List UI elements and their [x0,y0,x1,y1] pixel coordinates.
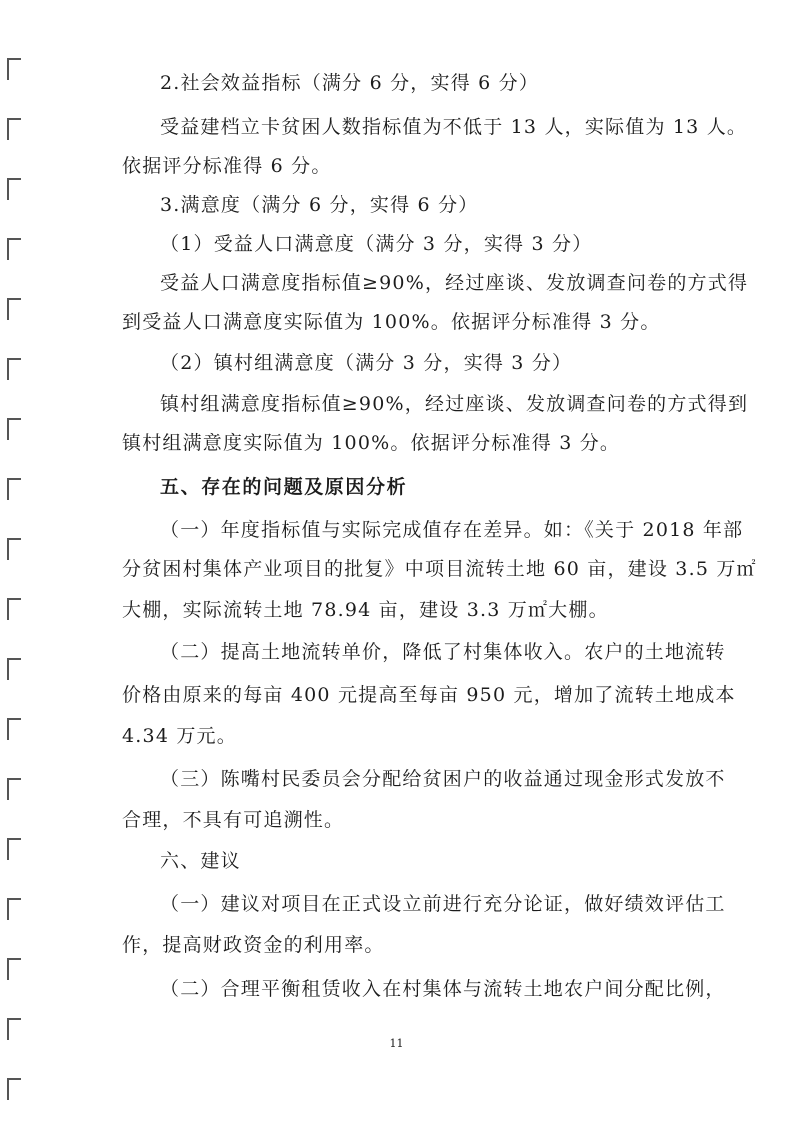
binding-mark [7,538,21,560]
paragraph-line: （二）提高土地流转单价，降低了村集体收入。农户的土地流转 [160,641,726,663]
binding-mark [7,298,21,320]
page-number: 11 [389,1037,404,1050]
binding-mark [7,718,21,740]
binding-mark [7,118,21,140]
paragraph-line: （一）建议对项目在正式设立前进行充分论证，做好绩效评估工 [160,893,726,915]
binding-mark [7,238,21,260]
paragraph-line: 受益人口满意度指标值≥90%，经过座谈、发放调查问卷的方式得 [160,272,749,294]
paragraph-line: 依据评分标准得 6 分。 [122,155,332,177]
binding-mark [7,898,21,920]
paragraph-line: 分贫困村集体产业项目的批复》中项目流转土地 60 亩，建设 3.5 万㎡ [122,558,757,580]
section-heading: 六、建议 [160,850,241,872]
paragraph-line: 受益建档立卡贫困人数指标值为不低于 13 人，实际值为 13 人。 [160,116,748,138]
paragraph-line: 价格由原来的每亩 400 元提高至每亩 950 元，增加了流转土地成本 [122,684,736,706]
binding-mark [7,658,21,680]
subsection-heading: （1）受益人口满意度（满分 3 分，实得 3 分） [160,233,593,255]
paragraph-line: （一）年度指标值与实际完成值存在差异。如：《关于 2018 年部 [160,519,744,541]
binding-mark [7,1078,21,1100]
paragraph-line: 大棚，实际流转土地 78.94 亩，建设 3.3 万㎡大棚。 [122,599,609,621]
binding-mark [7,778,21,800]
subsection-heading: 2.社会效益指标（满分 6 分，实得 6 分） [160,72,540,94]
subsection-heading: （2）镇村组满意度（满分 3 分，实得 3 分） [160,352,573,374]
binding-mark [7,418,21,440]
paragraph-line: 镇村组满意度实际值为 100%。依据评分标准得 3 分。 [122,432,621,454]
binding-mark [7,358,21,380]
paragraph-line: 到受益人口满意度实际值为 100%。依据评分标准得 3 分。 [122,311,661,333]
paragraph-line: （二）合理平衡租赁收入在村集体与流转土地农户间分配比例， [160,978,726,1000]
subsection-heading: 3.满意度（满分 6 分，实得 6 分） [160,194,479,216]
binding-mark [7,838,21,860]
paragraph-line: 4.34 万元。 [122,725,237,747]
paragraph-line: 合理，不具有可追溯性。 [122,809,345,831]
binding-mark [7,958,21,980]
paragraph-line: （三）陈嘴村民委员会分配给贫困户的收益通过现金形式发放不 [160,768,726,790]
binding-mark [7,58,21,80]
binding-mark [7,178,21,200]
binding-mark [7,478,21,500]
paragraph-line: 作，提高财政资金的利用率。 [122,934,385,956]
section-heading: 五、存在的问题及原因分析 [160,476,408,498]
paragraph-line: 镇村组满意度指标值≥90%，经过座谈、发放调查问卷的方式得到 [160,393,749,415]
binding-mark [7,598,21,620]
